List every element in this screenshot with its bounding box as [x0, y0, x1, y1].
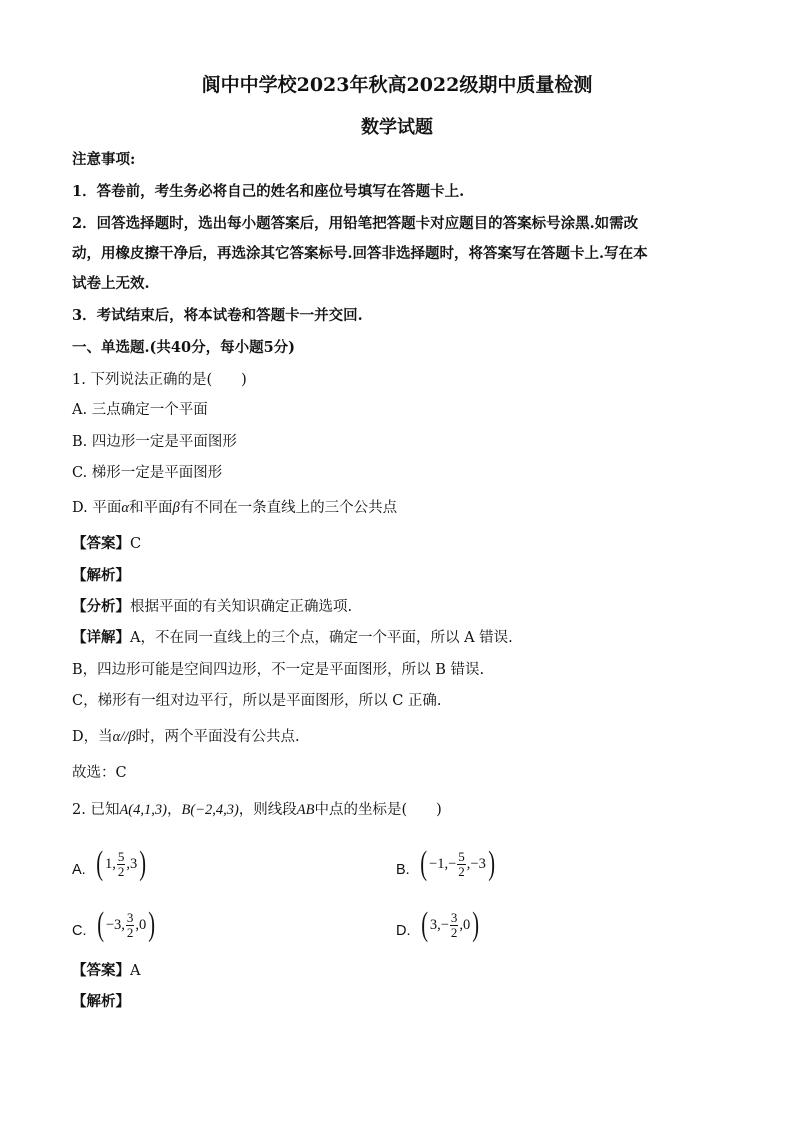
segment-ab: AB [296, 802, 315, 818]
q2-stem-prefix: 2. 已知 [72, 802, 120, 818]
fenxi-label: 【分析】 [72, 598, 130, 615]
q2-option-a [72, 845, 149, 889]
guxuan-label: 故选： [72, 765, 116, 781]
q2-separator: ， [166, 802, 182, 818]
point-b: B(−2,4,3) [181, 802, 239, 818]
notice-item-1: 1．答卷前，考生务必将自己的姓名和座位号填写在答题卡上. [72, 183, 465, 200]
xiangjie-label: 【详解】 [72, 629, 130, 646]
q2-stem [72, 800, 442, 820]
beta-symbol: β [172, 500, 180, 516]
xiangjie-text: A，不在同一直线上的三个点，确定一个平面，所以 A 错误. [130, 630, 513, 646]
answer-value: C [130, 536, 142, 552]
option-a-denominator: 2 [117, 863, 125, 879]
left-paren-icon: ( [95, 845, 103, 882]
q2-option-c [72, 906, 158, 950]
option-c-left: −3, [105, 917, 125, 933]
answer-value: A [130, 963, 141, 979]
q2-stem-suffix: 中点的坐标是( ) [314, 802, 442, 818]
q1-option-b: B. 四边形一定是平面图形 [72, 434, 237, 450]
exam-title: 阆中中学校2023年秋高2022级期中质量检测 [201, 74, 593, 96]
parallel-expression: α//β [112, 729, 136, 745]
option-c-fraction [126, 911, 135, 940]
q1-explain-c: C，梯形有一组对边平行，所以是平面图形，所以 C 正确. [72, 693, 442, 709]
q2-answer [72, 961, 140, 981]
right-paren-icon: ) [472, 906, 480, 943]
answer-label: 【答案】 [72, 535, 130, 552]
notice-item-3: 3．考试结束后，将本试卷和答题卡一并交回. [72, 307, 363, 324]
option-d-numerator: 3 [450, 909, 458, 925]
q1-analysis-label: 【解析】 [72, 567, 130, 584]
q1-xiangjie [72, 628, 513, 648]
q1-option-d-mid: 和平面 [128, 500, 173, 516]
q1-option-d [72, 498, 397, 518]
notice-item-2-line-3: 试卷上无效. [72, 275, 150, 292]
option-d-denominator: 2 [450, 924, 458, 940]
option-c-coord [95, 906, 158, 944]
q1-option-c: C. 梯形一定是平面图形 [72, 465, 223, 481]
q1-option-d-suffix: 有不同在一条直线上的三个公共点 [179, 500, 398, 516]
option-a-label: A. [72, 862, 86, 878]
q1-answer [72, 534, 141, 554]
option-b-numerator: 5 [458, 848, 465, 864]
left-paren-icon: ( [96, 906, 104, 943]
option-a-coord [94, 845, 149, 883]
q2-stem-mid: ，则线段 [238, 802, 297, 818]
point-a: A(4,1,3) [119, 802, 167, 818]
option-a-numerator: 5 [117, 848, 125, 864]
q2-analysis-label: 【解析】 [72, 993, 130, 1010]
option-c-denominator: 2 [126, 924, 134, 940]
option-d-right: ,0 [459, 917, 471, 933]
option-a-fraction [117, 850, 126, 879]
explain-d-suffix: 时，两个平面没有公共点. [135, 729, 300, 745]
q1-fenxi [72, 597, 352, 617]
q1-explain-b: B，四边形可能是空间四边形，不一定是平面图形，所以 B 错误. [72, 662, 485, 678]
option-b-left: −1,− [429, 856, 457, 872]
guxuan-value: C [115, 765, 127, 781]
q1-option-a: A. 三点确定一个平面 [72, 402, 208, 418]
q2-option-d [396, 906, 482, 950]
option-b-label: B. [396, 862, 410, 878]
right-paren-icon: ) [139, 845, 147, 882]
q1-stem: 1. 下列说法正确的是( ) [72, 372, 247, 388]
notice-item-2-line-1: 2．回答选择题时，选出每小题答案后，用铅笔把答题卡对应题目的答案标号涂黑.如需改 [72, 215, 639, 232]
right-paren-icon: ) [488, 845, 495, 882]
option-a-left: 1, [105, 856, 116, 872]
section-heading: 一、单选题.(共40分，每小题5分) [72, 339, 296, 356]
option-a-right: ,3 [126, 856, 138, 872]
q1-option-d-prefix: D. 平面 [72, 500, 122, 516]
answer-label: 【答案】 [72, 962, 130, 979]
right-paren-icon: ) [148, 906, 156, 943]
option-d-fraction [450, 911, 459, 940]
alpha-symbol: α [121, 500, 129, 516]
option-d-coord [419, 906, 482, 944]
q1-explain-d [72, 727, 300, 747]
exam-subtitle: 数学试题 [361, 117, 433, 138]
option-c-label: C. [72, 923, 87, 939]
option-d-left: 3,− [429, 917, 449, 933]
option-d-label: D. [396, 923, 411, 939]
fenxi-text: 根据平面的有关知识确定正确选项. [130, 599, 353, 615]
notice-heading: 注意事项: [72, 151, 136, 168]
left-paren-icon: ( [420, 906, 428, 943]
option-c-right: ,0 [135, 917, 147, 933]
left-paren-icon: ( [419, 845, 427, 882]
option-b-denominator: 2 [458, 863, 465, 879]
notice-item-2-line-2: 动，用橡皮擦干净后，再选涂其它答案标号.回答非选择题时，将答案写在答题卡上.写在本 [72, 245, 648, 262]
option-b-coord [418, 845, 497, 883]
option-b-fraction [457, 850, 466, 879]
option-b-right: ,−3 [466, 856, 486, 872]
q1-conclusion [72, 763, 127, 783]
q2-option-b [396, 845, 497, 889]
explain-d-prefix: D，当 [72, 729, 113, 745]
option-c-numerator: 3 [126, 909, 134, 925]
